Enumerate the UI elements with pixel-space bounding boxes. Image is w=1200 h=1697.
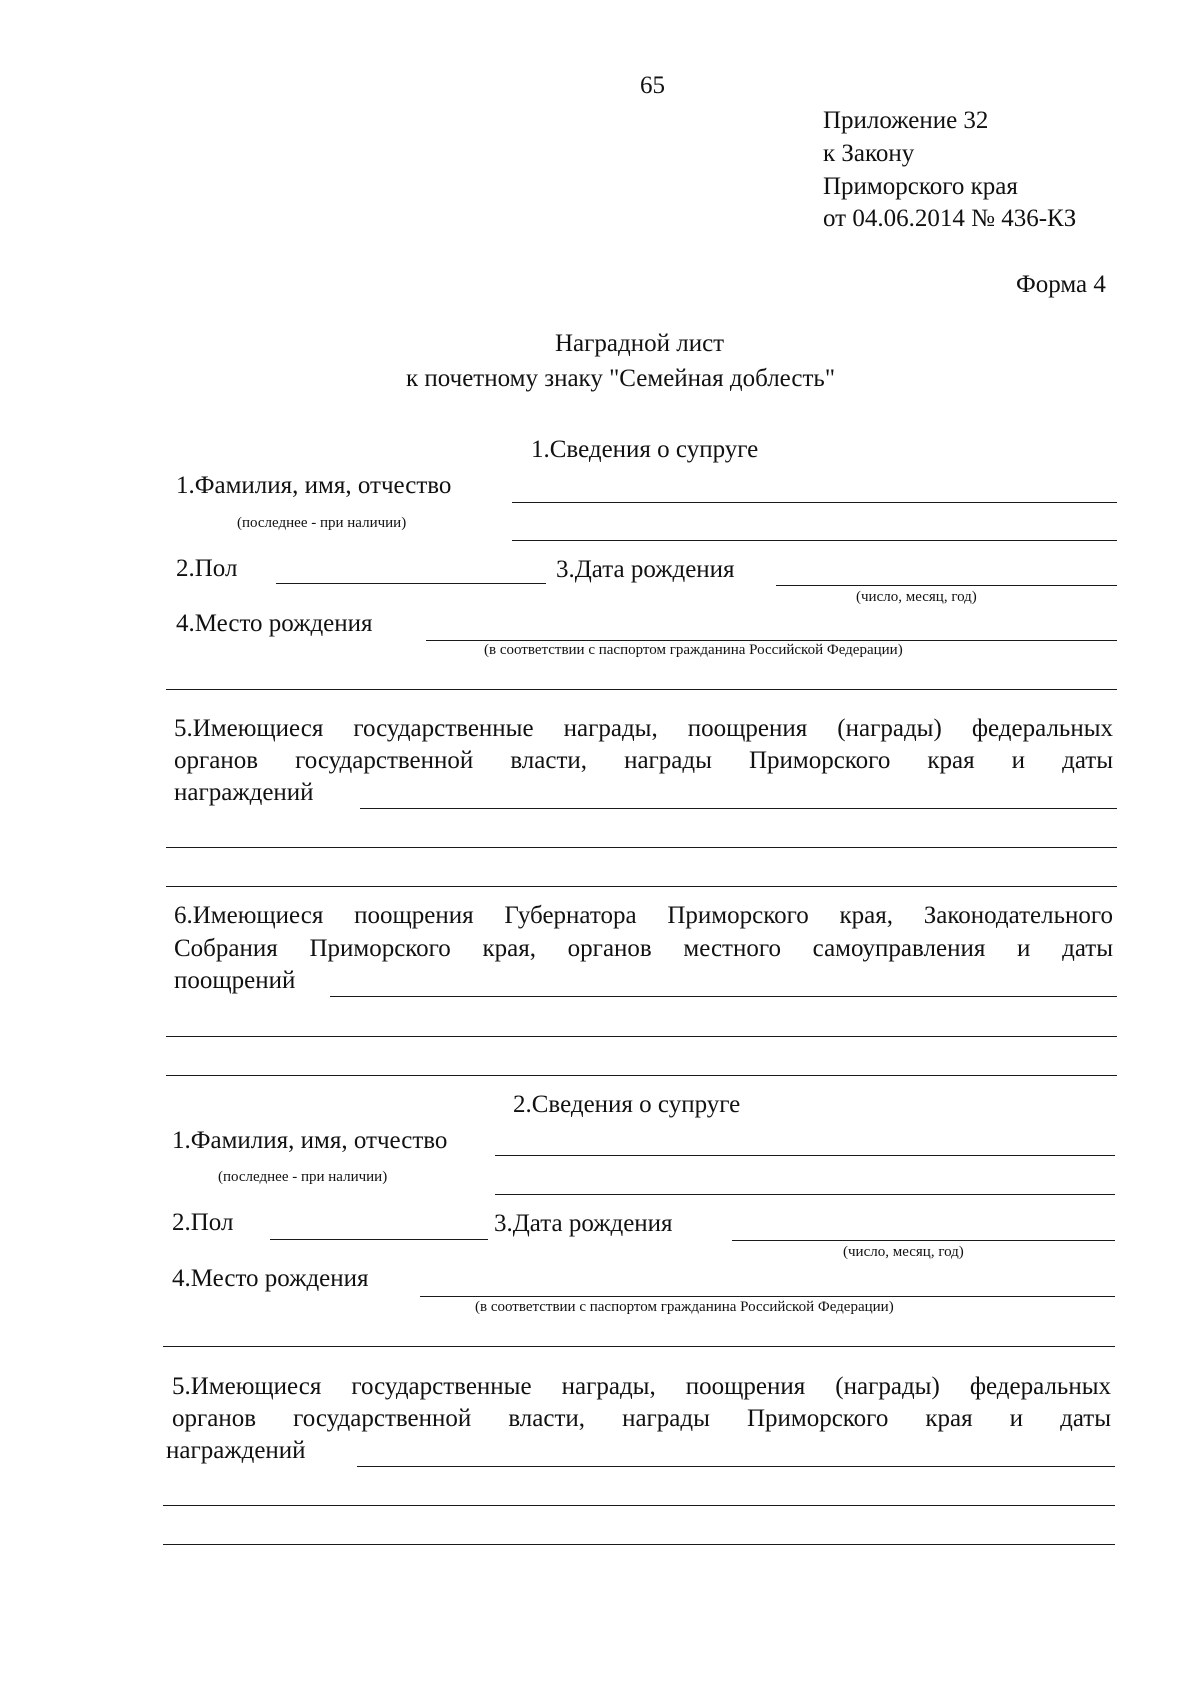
- section1-fio-line-1[interactable]: [512, 502, 1117, 503]
- section1-incentives-answer-line-2[interactable]: [166, 1036, 1117, 1037]
- section2-fio-line-1[interactable]: [495, 1155, 1115, 1156]
- section1-awards-line-2: органов государственной власти, награды Приморского края и даты: [174, 747, 1113, 774]
- section1-incentives-answer-line-3[interactable]: [166, 1075, 1117, 1076]
- section2-awards-line-2: органов государственной власти, награды Приморского края и даты: [172, 1405, 1111, 1432]
- section1-birthplace-hint: (в соответствии с паспортом гражданина Российской Федерации): [484, 642, 903, 658]
- section2-birthplace-hint: (в соответствии с паспортом гражданина Российской Федерации): [475, 1299, 894, 1315]
- document-title: Наградной лист: [555, 330, 725, 357]
- section1-awards-answer-line-3[interactable]: [166, 886, 1117, 887]
- section2-awards-line-1: 5.Имеющиеся государственные награды, поощрения (награды) федеральных: [172, 1373, 1111, 1400]
- section1-incentives-line-2: Собрания Приморского края, органов местного самоуправления и даты: [174, 935, 1113, 962]
- section2-birthdate-line[interactable]: [732, 1240, 1115, 1241]
- section1-birthdate-hint: (число, месяц, год): [856, 589, 977, 605]
- appendix-line-3: Приморского края: [823, 173, 1018, 200]
- section1-incentives-line-1: 6.Имеющиеся поощрения Губернатора Приморского края, Законодательного: [174, 902, 1113, 929]
- section1-birthplace-label: 4.Место рождения: [176, 610, 373, 637]
- section1-awards-line-3: награждений: [174, 779, 314, 806]
- section2-birthdate-label: 3.Дата рождения: [494, 1210, 673, 1237]
- form-label: Форма 4: [1016, 271, 1106, 298]
- section1-awards-line-1: 5.Имеющиеся государственные награды, поощрения (награды) федеральных: [174, 715, 1113, 742]
- section2-awards-answer-line-2[interactable]: [163, 1505, 1115, 1506]
- section1-gender-label: 2.Пол: [176, 555, 238, 582]
- section1-birthplace-line-1[interactable]: [426, 640, 1117, 641]
- section1-heading: 1.Сведения о супруге: [531, 436, 759, 463]
- section2-awards-answer-line-1[interactable]: [357, 1466, 1115, 1467]
- appendix-line-2: к Закону: [823, 140, 915, 167]
- section2-birthplace-line-1[interactable]: [420, 1296, 1115, 1297]
- section1-awards-answer-line-1[interactable]: [360, 808, 1117, 809]
- section2-gender-line[interactable]: [270, 1239, 488, 1240]
- section2-heading: 2.Сведения о супруге: [513, 1091, 741, 1118]
- section2-fio-hint: (последнее - при наличии): [218, 1169, 388, 1185]
- section1-fio-label: 1.Фамилия, имя, отчество: [176, 472, 452, 499]
- section1-awards-answer-line-2[interactable]: [166, 847, 1117, 848]
- section2-fio-line-2[interactable]: [495, 1194, 1115, 1195]
- section2-gender-label: 2.Пол: [172, 1209, 234, 1236]
- appendix-line-1: Приложение 32: [823, 107, 989, 134]
- section2-birthdate-hint: (число, месяц, год): [843, 1244, 964, 1260]
- section1-fio-hint: (последнее - при наличии): [237, 515, 407, 531]
- section2-birthplace-line-2[interactable]: [163, 1346, 1115, 1347]
- appendix-line-4: от 04.06.2014 № 436-КЗ: [823, 205, 1077, 232]
- section1-incentives-answer-line-1[interactable]: [330, 996, 1117, 997]
- page-number: 65: [640, 72, 665, 99]
- section1-gender-line[interactable]: [276, 583, 546, 584]
- document-subtitle: к почетному знаку "Семейная доблесть": [406, 365, 836, 392]
- section2-birthplace-label: 4.Место рождения: [172, 1265, 369, 1292]
- section2-awards-answer-line-3[interactable]: [163, 1544, 1115, 1545]
- section2-fio-label: 1.Фамилия, имя, отчество: [172, 1127, 448, 1154]
- section1-birthplace-line-2[interactable]: [166, 689, 1117, 690]
- section1-fio-line-2[interactable]: [512, 540, 1117, 541]
- section1-birthdate-label: 3.Дата рождения: [556, 556, 735, 583]
- section2-awards-line-3: награждений: [166, 1437, 306, 1464]
- section1-incentives-line-3: поощрений: [174, 967, 296, 994]
- section1-birthdate-line[interactable]: [776, 585, 1117, 586]
